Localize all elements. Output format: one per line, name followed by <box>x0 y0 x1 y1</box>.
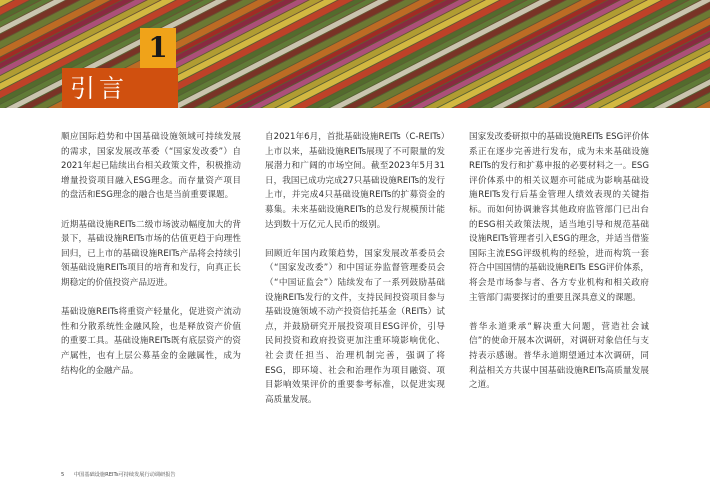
page-footer <box>61 471 176 478</box>
text-column-1 <box>61 130 241 393</box>
text-column-2 <box>265 130 445 422</box>
paragraph: 顺应国际趋势和中国基础设施领域可持续发展的需求，国家发展改革委（“国家发改委”）自2021年起已陆续出台相关政策文件，积极推动增量投资项目融入ESG理念。而存量资产项目的盘活和ESG理念的融合也是当前重要课题。 <box>61 132 241 201</box>
chapter-title-box <box>62 68 178 108</box>
paragraph: 回顾近年国内政策趋势，国家发展改革委员会（“国家发改委”）和中国证券监督管理委员会（“中国证监会”）陆续发布了一系列鼓励基础设施REITs发行的文件，支持民间投资项目参与基础设施领域不动产投资信托基金（REITs）试点，并鼓励研究开展投资项目ESG评价，引导民间投资和政府投资更加注重环境影响优化、社会责任担当、治理机制完善，强调了将ESG，即环境、社会和治理作为项目融资、项目影响效果评价的重要参考标准，以促进实现高质量发展。 <box>265 248 445 405</box>
page-number: 5 <box>61 472 65 478</box>
paragraph: 国家发改委研拟中的基础设施REITs ESG评价体系正在逐步完善进行发布，成为未来基础设施REITs的发行和扩募申报的必要材料之一。ESG评价体系中的相关议题亦可能成为影响基础设施REITs发行后基金管理人绩效表现的关键指标。而如何协调兼容其他政府监管部门已出台的ESG相关政策法规，适当地引导和规范基础设施REITs管理者引入ESG的理念，并适当借鉴国际主流ESG评级机构的经验，进而构筑一套符合中国国情的基础设施REITs ESG评价体系，将会是市场参与者、各方专业机构和相关政府主管部门需要探讨的重要且深具意义的课题。 <box>469 132 650 303</box>
report-title: 中国基础设施REITs可持续发展行动调研报告 <box>73 472 176 478</box>
text-column-3 <box>469 130 649 407</box>
paragraph: 基础设施REITs将重资产轻量化，促进资产流动性和分散系统性金融风险，也是释放资产价值的重要工具。基础设施REITs既有底层资产的资产属性，也有上层公募基金的金融属性，成为结构化的金融产品。 <box>61 307 241 376</box>
paragraph: 自2021年6月，首批基础设施REITs（C-REITs）上市以来，基础设施REITs展现了不可限量的发展潜力和广阔的市场空间。截至2023年5月31日，我国已成功完成27只基础设施REITs的发行上市，并完成4只基础设施REITs的扩募资金的募集。未来基础设施REITs的总发行规模预计能达到数十万亿元人民币的级别。 <box>265 132 445 230</box>
paragraph: 普华永道秉承“解决重大问题，营造社会诚信”的使命开展本次调研，对调研对象信任与支持表示感谢。普华永道期望通过本次调研，同利益相关方共谋中国基础设施REITs高质量发展之道。 <box>469 321 649 391</box>
chapter-number: 1 <box>148 31 168 64</box>
chapter-number-box <box>140 28 176 68</box>
paragraph: 近期基础设施REITs二级市场波动幅度加大的背景下，基础设施REITs市场的估值更趋于向理性回归，已上市的基础设施REITs产品将会持续引领基础设施REITs项目的培育和发行，向真正长期稳定的价值投资产品迈进。 <box>61 219 241 288</box>
chapter-title: 引言 <box>70 73 129 103</box>
